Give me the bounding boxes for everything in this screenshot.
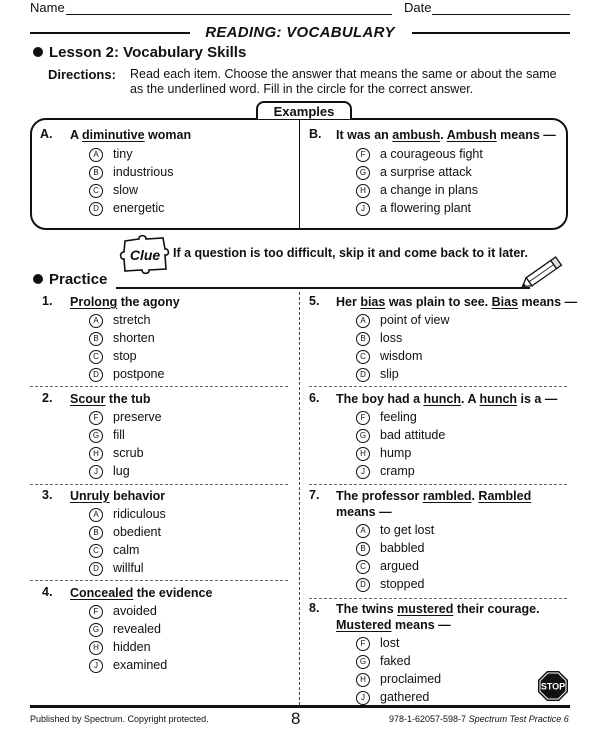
question-7-stem	[336, 488, 556, 520]
answer-option[interactable]	[89, 620, 167, 638]
answer-bubble[interactable]: H	[356, 673, 370, 687]
question-7-number: 7.	[309, 488, 320, 502]
name-line[interactable]	[66, 14, 392, 15]
question-5-stem	[336, 294, 577, 310]
example-a-options	[89, 145, 173, 217]
answer-option[interactable]	[89, 559, 166, 577]
option-text: ridiculous	[113, 507, 166, 521]
footer-book-info	[389, 714, 569, 724]
answer-option[interactable]	[89, 408, 162, 426]
option-text: a courageous fight	[380, 147, 483, 161]
option-text: preserve	[113, 410, 162, 424]
answer-bubble[interactable]: H	[89, 641, 103, 655]
answer-option[interactable]	[356, 575, 434, 593]
answer-bubble[interactable]: F	[356, 637, 370, 651]
question-4-options	[89, 602, 167, 674]
stem-text: means —	[496, 128, 556, 142]
answer-bubble[interactable]: C	[89, 350, 103, 364]
underlined-word: Unruly	[70, 489, 110, 503]
option-text: bad attitude	[380, 428, 446, 442]
question-3-number: 3.	[42, 488, 53, 502]
answer-option[interactable]	[89, 329, 164, 347]
stop-sign-icon	[537, 670, 569, 702]
answer-bubble[interactable]: B	[89, 526, 103, 540]
lesson-heading	[33, 44, 246, 61]
answer-option[interactable]	[356, 163, 483, 181]
option-text: lost	[380, 636, 400, 650]
answer-option[interactable]	[89, 444, 162, 462]
answer-option[interactable]	[89, 181, 173, 199]
answer-option[interactable]	[89, 311, 164, 329]
answer-option[interactable]	[89, 656, 167, 674]
option-text: wisdom	[380, 349, 423, 363]
option-text: postpone	[113, 367, 165, 381]
question-8-options	[356, 634, 441, 706]
option-text: proclaimed	[380, 672, 442, 686]
answer-bubble[interactable]: C	[89, 184, 103, 198]
answer-bubble[interactable]: F	[89, 411, 103, 425]
question-7-options	[356, 521, 434, 593]
option-text: willful	[113, 561, 144, 575]
answer-option[interactable]	[89, 145, 173, 163]
answer-bubble[interactable]: C	[356, 350, 370, 364]
stem-text: It was an	[336, 128, 393, 142]
question-4-stem	[70, 585, 212, 601]
answer-bubble[interactable]: D	[89, 202, 103, 216]
option-text: lug	[113, 464, 130, 478]
question-3-stem	[70, 488, 165, 504]
underlined-word: Scour	[70, 392, 106, 406]
answer-bubble[interactable]: J	[89, 465, 103, 479]
examples-tab: Examples	[256, 101, 352, 119]
example-b-stem	[336, 127, 556, 143]
underlined-word: Mustered	[336, 618, 392, 632]
option-text: tiny	[113, 147, 133, 161]
answer-bubble[interactable]: C	[89, 544, 103, 558]
option-text: stopped	[380, 577, 425, 591]
answer-bubble[interactable]: A	[89, 314, 103, 328]
answer-bubble[interactable]: A	[89, 508, 103, 522]
answer-option[interactable]	[89, 163, 173, 181]
bullet-icon	[33, 47, 43, 57]
stem-text: woman	[144, 128, 192, 142]
answer-bubble[interactable]: B	[89, 332, 103, 346]
question-separator	[30, 386, 288, 387]
answer-option[interactable]	[89, 602, 167, 620]
option-text: scrub	[113, 446, 144, 460]
answer-bubble[interactable]: G	[356, 655, 370, 669]
date-label: Date	[404, 0, 432, 15]
answer-bubble[interactable]: J	[356, 691, 370, 705]
practice-title: Practice	[49, 271, 108, 288]
answer-option[interactable]	[356, 557, 434, 575]
stop-label: STOP	[540, 681, 566, 692]
stem-text: their courage.	[453, 602, 540, 616]
stem-text: . A	[461, 392, 480, 406]
answer-option[interactable]	[89, 638, 167, 656]
option-text: obedient	[113, 525, 161, 539]
answer-bubble[interactable]: D	[89, 562, 103, 576]
answer-bubble[interactable]: J	[89, 659, 103, 673]
option-text: a change in plans	[380, 183, 478, 197]
question-separator	[309, 598, 567, 599]
answer-bubble[interactable]: C	[356, 560, 370, 574]
clue-tip: If a question is too difficult, skip it and come back to it later.	[173, 246, 528, 260]
example-a-stem	[70, 127, 191, 143]
practice-rule	[116, 287, 530, 289]
stem-text: means —	[391, 618, 451, 632]
answer-option[interactable]	[356, 444, 445, 462]
option-text: industrious	[113, 165, 174, 179]
date-line[interactable]	[432, 14, 570, 15]
examples-divider	[299, 120, 300, 228]
question-5-number: 5.	[309, 294, 320, 308]
option-text: examined	[113, 658, 168, 672]
stem-text: the agony	[117, 295, 180, 309]
answer-option[interactable]	[356, 521, 434, 539]
question-separator	[309, 386, 567, 387]
answer-option[interactable]	[356, 462, 445, 480]
question-1-stem	[70, 294, 180, 310]
clue-puzzle-icon	[119, 233, 171, 275]
question-4-number: 4.	[42, 585, 53, 599]
option-text: stop	[113, 349, 137, 363]
answer-option[interactable]	[356, 426, 445, 444]
answer-bubble[interactable]: J	[356, 202, 370, 216]
name-label: Name	[30, 0, 65, 15]
underlined-word: diminutive	[82, 128, 145, 142]
stem-text: behavior	[109, 489, 166, 503]
answer-option[interactable]	[89, 426, 162, 444]
answer-bubble[interactable]: F	[356, 148, 370, 162]
answer-bubble[interactable]: B	[356, 542, 370, 556]
question-separator	[30, 580, 288, 581]
answer-option[interactable]	[356, 408, 445, 426]
answer-option[interactable]	[356, 634, 441, 652]
pencil-icon	[518, 252, 568, 292]
answer-option[interactable]	[356, 365, 449, 383]
underlined-word: Bias	[491, 295, 519, 309]
stem-text: means —	[336, 505, 392, 519]
stem-text: The boy had a	[336, 392, 424, 406]
stem-text: The professor	[336, 489, 423, 503]
option-text: fill	[113, 428, 125, 442]
stem-text: The twins	[336, 602, 398, 616]
option-text: gathered	[380, 690, 430, 704]
footer-rule	[30, 705, 570, 708]
answer-bubble[interactable]: G	[356, 429, 370, 443]
option-text: argued	[380, 559, 419, 573]
answer-bubble[interactable]: G	[89, 429, 103, 443]
answer-bubble[interactable]: A	[356, 314, 370, 328]
option-text: feeling	[380, 410, 417, 424]
underlined-word: Concealed	[70, 586, 134, 600]
option-text: hidden	[113, 640, 151, 654]
option-text: hump	[380, 446, 412, 460]
stem-text: was plain to see.	[385, 295, 492, 309]
answer-option[interactable]	[89, 347, 164, 365]
answer-bubble[interactable]: B	[356, 332, 370, 346]
option-text: energetic	[113, 201, 165, 215]
underlined-word: Prolong	[70, 295, 118, 309]
option-text: babbled	[380, 541, 425, 555]
answer-option[interactable]	[356, 199, 483, 217]
underlined-word: hunch	[479, 392, 518, 406]
answer-option[interactable]	[356, 181, 483, 199]
answer-option[interactable]	[89, 541, 166, 559]
answer-bubble[interactable]: G	[89, 623, 103, 637]
question-5-options	[356, 311, 449, 383]
answer-option[interactable]	[356, 329, 449, 347]
answer-bubble[interactable]: D	[89, 368, 103, 382]
option-text: calm	[113, 543, 140, 557]
question-separator	[309, 484, 567, 485]
answer-bubble[interactable]: H	[356, 447, 370, 461]
answer-bubble[interactable]: J	[356, 465, 370, 479]
practice-heading	[33, 271, 107, 288]
underlined-word: rambled	[422, 489, 472, 503]
answer-option[interactable]	[89, 365, 164, 383]
option-text: shorten	[113, 331, 155, 345]
answer-option[interactable]	[356, 311, 449, 329]
option-text: faked	[380, 654, 411, 668]
option-text: to get lost	[380, 523, 435, 537]
example-a-number: A.	[40, 127, 53, 141]
question-8-number: 8.	[309, 601, 320, 615]
answer-option[interactable]	[356, 145, 483, 163]
answer-option[interactable]	[356, 670, 441, 688]
answer-bubble[interactable]: A	[89, 148, 103, 162]
underlined-word: bias	[360, 295, 386, 309]
answer-option[interactable]	[89, 505, 166, 523]
stem-text: means —	[518, 295, 578, 309]
question-separator	[30, 484, 288, 485]
question-1-options	[89, 311, 164, 383]
option-text: loss	[380, 331, 403, 345]
stem-text: .	[440, 128, 447, 142]
question-3-options	[89, 505, 166, 577]
question-1-number: 1.	[42, 294, 53, 308]
answer-bubble[interactable]: G	[356, 166, 370, 180]
underlined-word: ambush	[392, 128, 441, 142]
directions-label: Directions:	[48, 67, 116, 82]
example-b-options	[356, 145, 483, 217]
column-divider	[299, 292, 300, 705]
question-2-options	[89, 408, 162, 480]
answer-option[interactable]	[356, 652, 441, 670]
underlined-word: hunch	[423, 392, 462, 406]
underlined-word: Rambled	[478, 489, 532, 503]
answer-option[interactable]	[89, 462, 162, 480]
answer-bubble[interactable]: H	[89, 447, 103, 461]
answer-bubble[interactable]: A	[356, 524, 370, 538]
footer-copyright: Published by Spectrum. Copyright protected.	[30, 714, 209, 724]
page-title: READING: VOCABULARY	[205, 24, 395, 41]
option-text: a surprise attack	[380, 165, 472, 179]
answer-bubble[interactable]: D	[356, 578, 370, 592]
underlined-word: Ambush	[446, 128, 497, 142]
answer-bubble[interactable]: H	[356, 184, 370, 198]
answer-bubble[interactable]: F	[356, 411, 370, 425]
example-b-number: B.	[309, 127, 322, 141]
bullet-icon	[33, 274, 43, 284]
answer-option[interactable]	[356, 347, 449, 365]
option-text: avoided	[113, 604, 157, 618]
footer-isbn: 978-1-62057-598-7	[389, 714, 467, 724]
stem-text: Her	[336, 295, 361, 309]
option-text: stretch	[113, 313, 151, 327]
answer-option[interactable]	[89, 199, 173, 217]
option-text: slip	[380, 367, 399, 381]
stem-text: .	[471, 489, 479, 503]
stem-text: is a —	[517, 392, 558, 406]
footer-book-title: Spectrum Test Practice 6	[468, 714, 569, 724]
question-8-stem	[336, 601, 556, 633]
option-text: a flowering plant	[380, 201, 472, 215]
option-text: point of view	[380, 313, 450, 327]
answer-option[interactable]	[356, 688, 441, 706]
question-6-number: 6.	[309, 391, 320, 405]
question-6-options	[356, 408, 445, 480]
answer-option[interactable]	[356, 539, 434, 557]
answer-bubble[interactable]: D	[356, 368, 370, 382]
stem-text: the tub	[105, 392, 151, 406]
option-text: revealed	[113, 622, 161, 636]
stem-text: the evidence	[133, 586, 213, 600]
underlined-word: mustered	[397, 602, 454, 616]
lesson-title: Lesson 2: Vocabulary Skills	[49, 44, 247, 61]
page-number: 8	[291, 709, 301, 728]
clue-badge-text: Clue	[129, 247, 161, 263]
question-2-number: 2.	[42, 391, 53, 405]
answer-bubble[interactable]: F	[89, 605, 103, 619]
option-text: cramp	[380, 464, 415, 478]
question-2-stem	[70, 391, 151, 407]
directions-text: Read each item. Choose the answer that means the same or about the same as the underlined word. Fill in the circle for the correct answer.	[130, 67, 557, 96]
option-text: slow	[113, 183, 139, 197]
answer-bubble[interactable]: B	[89, 166, 103, 180]
stem-text: A	[70, 128, 83, 142]
answer-option[interactable]	[89, 523, 166, 541]
question-6-stem	[336, 391, 557, 407]
